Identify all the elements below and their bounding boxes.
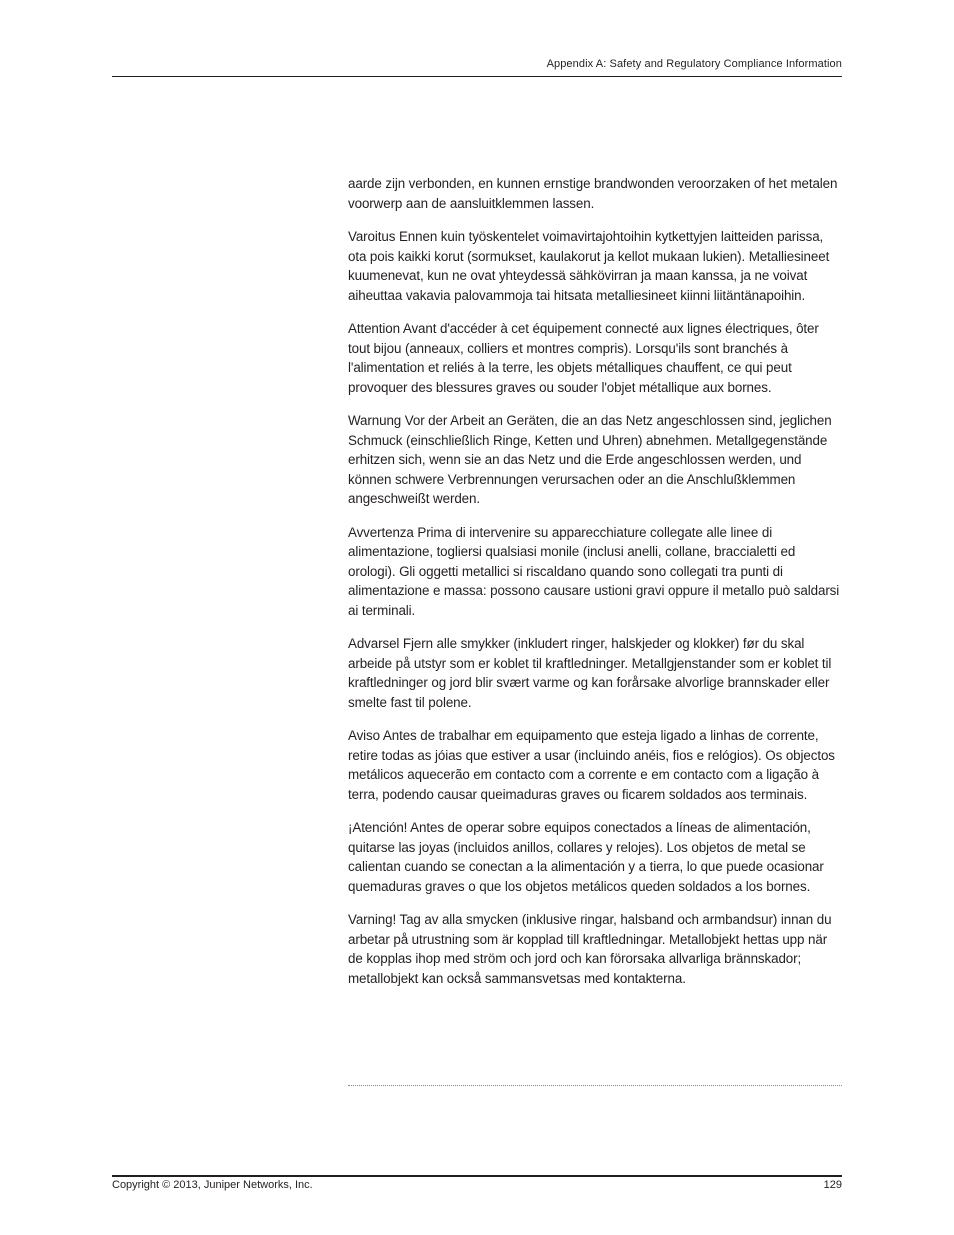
warning-label: Attention xyxy=(348,321,400,336)
warning-label: Aviso xyxy=(348,728,381,743)
page-number: 129 xyxy=(823,1179,842,1191)
warning-label: Varning! xyxy=(348,912,397,927)
paragraph-text: Antes de operar sobre equipos conectados a líneas de alimentación, quitarse las joyas (incluidos anillos, collares y relojes). Los objetos de metal se calientan cuando se conectan a la alimentación y a tierra, lo que puede ocasionar quemaduras graves o que los objetos metálicos queden soldados a los bornes. xyxy=(348,820,824,894)
paragraph-german-warning xyxy=(348,411,843,509)
page-header xyxy=(112,56,842,77)
document-body xyxy=(348,174,843,1002)
paragraph-text: Antes de trabalhar em equipamento que esteja ligado a linhas de corrente, retire todas as jóias que estiver a usar (incluindo anéis, fios e relógios). Os objectos metálicos aquecerão em contacto com a corrente e em contacto com a ligação à terra, podendo causar queimaduras graves ou ficarem soldados aos terminais. xyxy=(348,728,835,802)
paragraph-norwegian-warning xyxy=(348,634,843,712)
paragraph-text: aarde zijn verbonden, en kunnen ernstige brandwonden veroorzaken of het metalen voorwerp aan de aansluitklemmen lassen. xyxy=(348,176,838,211)
warning-label: Advarsel xyxy=(348,636,400,651)
warning-label: ¡Atención! xyxy=(348,820,408,835)
warning-label: Warnung xyxy=(348,413,402,428)
footer-divider xyxy=(112,1175,842,1177)
paragraph-text: Prima di intervenire su apparecchiature collegate alle linee di alimentazione, togliersi qualsiasi monile (inclusi anelli, collane, braccialetti ed orologi). Gli oggetti metallici si riscaldano quando sono collegati tra punti di alimentazione e massa: possono causare ustioni gravi oppure il metallo può saldarsi ai terminali. xyxy=(348,524,840,618)
paragraph-swedish-warning xyxy=(348,910,843,988)
header-title: Appendix A: Safety and Regulatory Compliance Information xyxy=(546,58,842,70)
paragraph-text: Avant d'accéder à cet équipement connecté aux lignes électriques, ôter tout bijou (anneaux, colliers et montres compris). Lorsqu'ils sont branchés à l'alimentation et reliés à la terre, les objets métalliques chauffent, ce qui peut provoquer des blessures graves ou souder l'objet métallique aux bornes. xyxy=(348,321,819,395)
paragraph-portuguese-warning xyxy=(348,726,843,804)
paragraph-italian-warning xyxy=(348,523,843,621)
paragraph-spanish-warning xyxy=(348,818,843,896)
warning-label: Avvertenza xyxy=(348,524,414,540)
paragraph-finnish-warning xyxy=(348,227,843,305)
footer-copyright: Copyright © 2013, Juniper Networks, Inc. xyxy=(112,1179,313,1191)
paragraph-text: Vor der Arbeit an Geräten, die an das Netz angeschlossen sind, jeglichen Schmuck (einschließlich Ringe, Ketten und Uhren) abnehmen. Metallgegenstände erhitzen sich, wenn sie an das Netz und die Erde angeschlossen werden, und können schwere Verbrennungen verursachen oder an die Anschlußklemmen angeschweißt werden. xyxy=(348,413,832,506)
section-end-divider xyxy=(348,1085,842,1086)
paragraph-french-warning xyxy=(348,319,843,397)
paragraph-text: Fjern alle smykker (inkludert ringer, halskjeder og klokker) før du skal arbeide på utstyr som er koblet til kraftledninger. Metallgjenstander som er koblet til kraftledninger og jord blir svært varme og kan forårsake alvorlige brannskader eller smelte fast til polene. xyxy=(348,636,832,710)
paragraph-text: Ennen kuin työskentelet voimavirtajohtoihin kytkettyjen laitteiden parissa, ota pois kaikki korut (sormukset, kaulakorut ja kellot mukaan lukien). Metalliesineet kuumenevat, kun ne ovat yhteydessä sähkövirran ja maan kanssa, ja ne voivat aiheuttaa vakavia palovammoja tai hitsata metalliesineet kiinni liitäntänapoihin. xyxy=(348,229,830,303)
paragraph-dutch-continuation xyxy=(348,174,843,213)
paragraph-text: Tag av alla smycken (inklusive ringar, halsband och armbandsur) innan du arbetar på utrustning som är kopplad till kraftledningar. Metallobjekt hettas upp när de kopplas ihop med ström och jord och kan förorsaka allvarliga brännskador; metallobjekt kan också sammansvetsas med kontakterna. xyxy=(348,912,832,986)
warning-label: Varoitus xyxy=(348,229,396,244)
